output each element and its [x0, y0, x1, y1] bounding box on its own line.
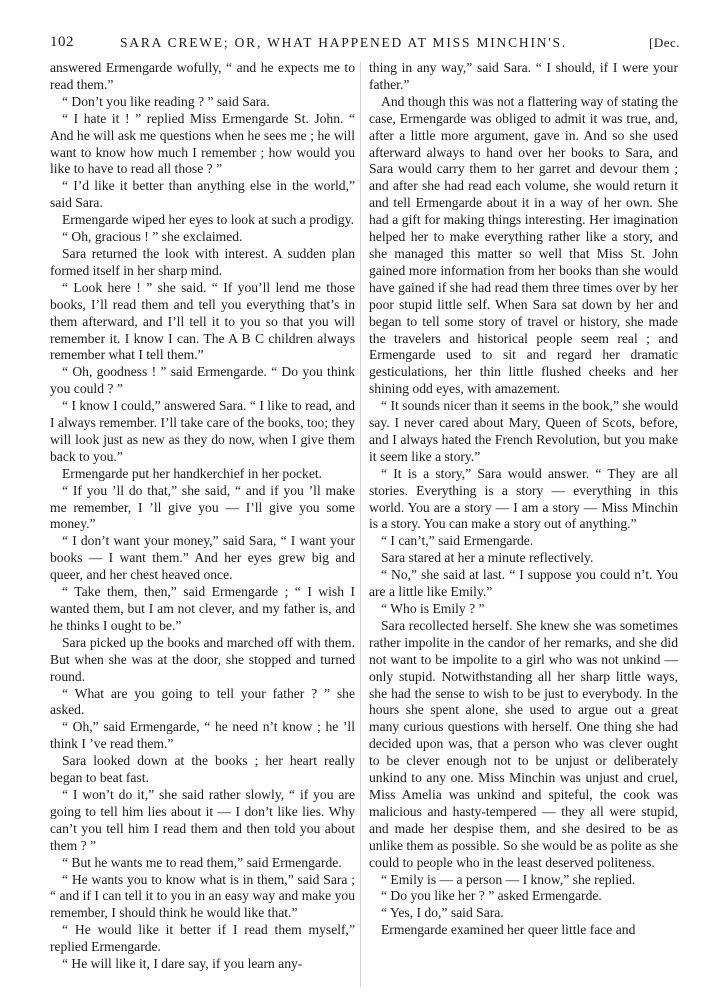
- running-header: [50, 34, 680, 54]
- column-divider: [360, 62, 361, 987]
- paragraph: Sara recollected herself. She knew she was sometimes rather impolite in the candor of her remarks, and she did not want to be impolite to a girl who was not unkind — only stupid. Notwithstanding all her sharp little ways, she had the sense to wish to be just to everybody. In the hours she spent alone, she used to argue out a great many curious questions with herself. One thing she had decided upon was, that a person who was clever ought to be clever enough not to be unjust or deliberately unkind to any one. Miss Minchin was unjust and cruel, Miss Amelia was unkind and spiteful, the cook was malicious and hasty-tempered — they all were stupid, and made her despise them, and she desired to be as unlike them as possible. So she would be as polite as she could to people who in the least deserved politeness.: [369, 617, 678, 870]
- paragraph: “ What are you going to tell your father ? ” she asked.: [50, 685, 355, 718]
- paragraph: And though this was not a flattering way of stating the case, Ermengarde was obliged to admit it was true, and, after a little more argument, gave in. And so she used afterward always to hand over her books to Sara, and Sara would carry them to her garret and devour them ; and after she had read each volume, she would return it and tell Ermengarde about it in a way of her own. She had a gift for making things interesting. Her imagination helped her to make everything rather like a story, and she managed this matter so well that Miss St. John gained more information from her books than she would have gained if she had read them three times over by her poor stupid little self. When Sara sat down by her and began to tell some story of travel or history, she made the travelers and historical people seem real ; and Ermengarde used to sit and regard her dramatic gesticulations, her thin little flushed cheeks and her shining odd eyes, with amazement.: [369, 93, 678, 397]
- paragraph: “ Yes, I do,” said Sara.: [381, 905, 504, 921]
- paragraph: “ He wants you to know what is in them,” said Sara ; “ and if I can tell it to you in an easy way and make you remember, I should think he would like that.”: [50, 871, 355, 921]
- paragraph: “ Oh, gracious ! ” she exclaimed.: [62, 229, 243, 245]
- paragraph: “ But he wants me to read them,” said Ermengarde.: [62, 854, 342, 870]
- paragraph: answered Ermengarde wofully, “ and he expects me to read them.”: [50, 60, 355, 92]
- paragraph: “ He will like it, I dare say, if you learn any-: [62, 956, 303, 972]
- paragraph: thing in any way,” said Sara. “ I should, if I were your father.”: [369, 60, 678, 92]
- paragraph: “ Look here ! ” she said. “ If you’ll lend me those books, I’ll read them and tell you everything that’s in them afterward, and I’ll tell it to you so that you will remember it. I know I can. The A B C children always remember what I tell them.”: [50, 279, 355, 363]
- paragraph: Sara picked up the books and marched off with them. But when she was at the door, she stopped and turned round.: [50, 634, 355, 684]
- paragraph: “ I won’t do it,” she said rather slowly, “ if you are going to tell him lies about it — I don’t like lies. Why can’t you tell him I read them and then told you about them ? ”: [50, 786, 355, 853]
- paragraph: “ I can’t,” said Ermengarde.: [381, 533, 534, 549]
- paragraph: Ermengarde examined her queer little face and: [381, 922, 636, 938]
- paragraph: “ Don’t you like reading ? ” said Sara.: [62, 93, 270, 109]
- paragraph: “ I don’t want your money,” said Sara, “ I want your books — I want them.” And her eyes grew big and queer, and her chest heaved once.: [50, 533, 355, 583]
- right-text-column: [369, 60, 678, 939]
- running-title: SARA CREWE; OR, WHAT HAPPENED AT MISS MINCHIN'S.: [120, 35, 568, 50]
- paragraph: “ Take them, then,” said Ermengarde ; “ I wish I wanted them, but I am not clever, and my father is, and he thinks I ought to be.”: [50, 584, 355, 633]
- paragraph: “ Do you like her ? ” asked Ermengarde.: [381, 888, 602, 904]
- paragraph: “ Oh,” said Ermengarde, “ he need n’t know ; he ’ll think I ’ve read them.”: [50, 719, 355, 752]
- paragraph: “ He would like it better if I read them myself,” replied Ermengarde.: [50, 922, 355, 955]
- paragraph: Sara looked down at the books ; her heart really began to beat fast.: [50, 753, 355, 786]
- paragraph: “ If you ’ll do that,” she said, “ and if you ’ll make me remember, I ’ll give you — I’ll give you some money.”: [50, 482, 355, 532]
- paragraph: “ It sounds nicer than it seems in the book,” she would say. I never cared about Mary, Queen of Scots, before, and I always hated the French Revolution, but you make it seem like a story.”: [369, 398, 678, 464]
- paragraph: Ermengarde put her handkerchief in her pocket.: [62, 465, 323, 481]
- paragraph: Ermengarde wiped her eyes to look at such a prodigy.: [62, 212, 355, 228]
- paragraph: “ I know I could,” answered Sara. “ I like to read, and I always remember. I’ll take care of the books, too; they will look just as new as they do now, when I give them back to you.”: [50, 398, 355, 464]
- paragraph: “ Oh, goodness ! ” said Ermengarde. “ Do you think you could ? ”: [50, 364, 355, 397]
- paragraph: “ It is a story,” Sara would answer. “ They are all stories. Everything is a story — everything in this world. You are a story — I am a story — Miss Minchin is a story. You can make a story out of anything.”: [369, 465, 678, 532]
- paragraph: “ No,” she said at last. “ I suppose you could n’t. You are a little like Emily.”: [369, 567, 678, 600]
- running-month: [Dec.: [648, 35, 680, 50]
- paragraph: “ I’d like it better than anything else in the world,” said Sara.: [50, 178, 355, 211]
- left-text-column: [50, 60, 355, 973]
- paragraph: “ I hate it ! ” replied Miss Ermengarde St. John. “ And he will ask me questions when he sees me ; he will want to know how much I remember ; how would you like to have to read all those ? ”: [50, 110, 355, 177]
- paragraph: “ Who is Emily ? ”: [381, 601, 485, 616]
- page-number: 102: [50, 34, 74, 50]
- paragraph: Sara stared at her a minute reflectively.: [381, 550, 594, 566]
- paragraph: “ Emily is — a person — I know,” she replied.: [381, 871, 636, 887]
- paragraph: Sara returned the look with interest. A sudden plan formed itself in her sharp mind.: [50, 245, 355, 278]
